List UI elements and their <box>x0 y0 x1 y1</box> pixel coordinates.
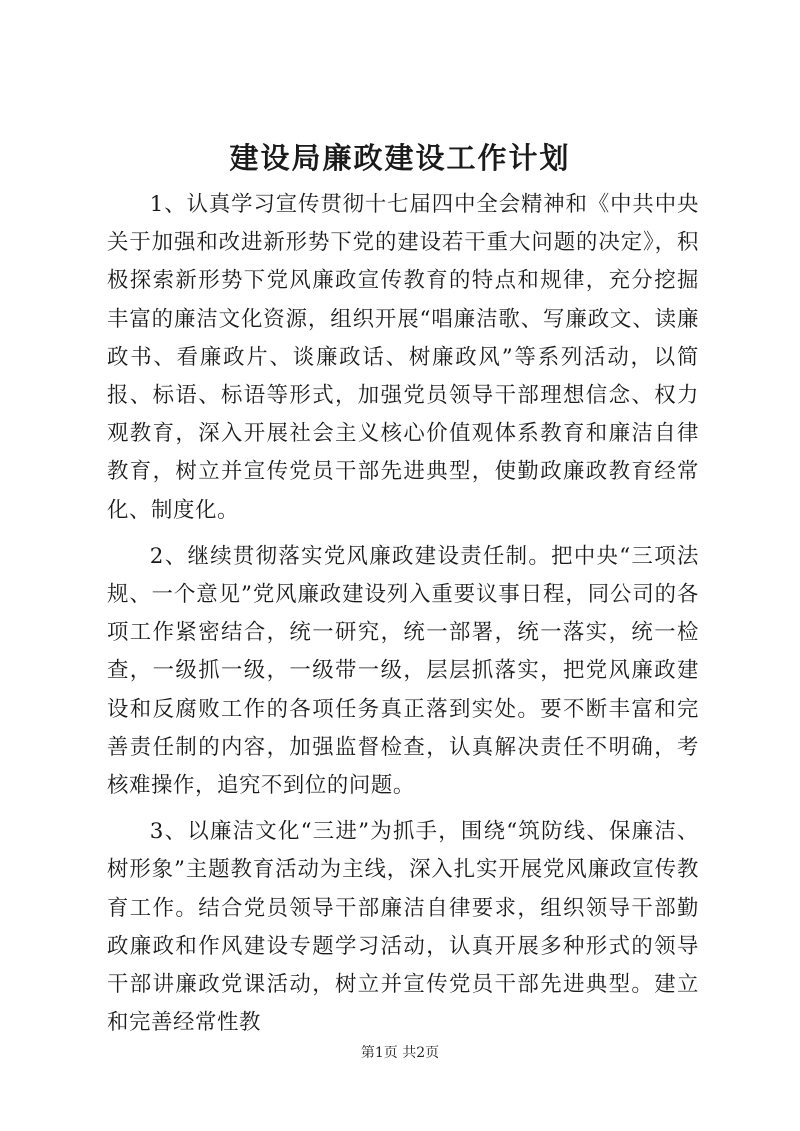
document-title: 建设局廉政建设工作计划 <box>229 141 571 175</box>
page-footer: 第1页 共2页 <box>360 1045 440 1061</box>
paragraph-1: 1、认真学习宣传贯彻十七届四中全会精神和《中共中央关于加强和改进新形势下党的建设若干重大问题的决定》，积极探索新形势下党风廉政宣传教育的特点和规律，充分挖掘丰富的廉洁文化资源，组织开展“唱廉洁歌、写廉政文、读廉政书、看廉政片、谈廉政话、树廉政风”等系列活动，以简报、标语、标语等形式，加强党员领导干部理想信念、权力观教育，深入开展社会主义核心价值观体系教育和廉洁自律教育，树立并宣传党员干部先进典型，使勤政廉政教育经常化、制度化。 <box>107 192 699 523</box>
paragraph-3: 3、以廉洁文化“三进”为抓手，围绕“筑防线、保廉洁、树形象”主题教育活动为主线，深入扎实开展党风廉政宣传教育工作。结合党员领导干部廉洁自律要求，组织领导干部勤政廉政和作风建设专题学习活动，认真开展多种形式的领导干部讲廉政党课活动，树立并宣传党员干部先进典型。建立和完善经常性教 <box>107 819 699 1036</box>
document-body <box>107 186 699 1050</box>
paragraph-2: 2、继续贯彻落实党风廉政建设责任制。把中央“三项法规、一个意见”党风廉政建设列入重要议事日程，同公司的各项工作紧密结合，统一研究，统一部署，统一落实，统一检查，一级抓一级，一级带一级，层层抓落实，把党风廉政建设和反腐败工作的各项任务真正落到实处。要不断丰富和完善责任制的内容，加强监督检查，认真解决责任不明确，考核难操作，追究不到位的问题。 <box>107 543 699 799</box>
